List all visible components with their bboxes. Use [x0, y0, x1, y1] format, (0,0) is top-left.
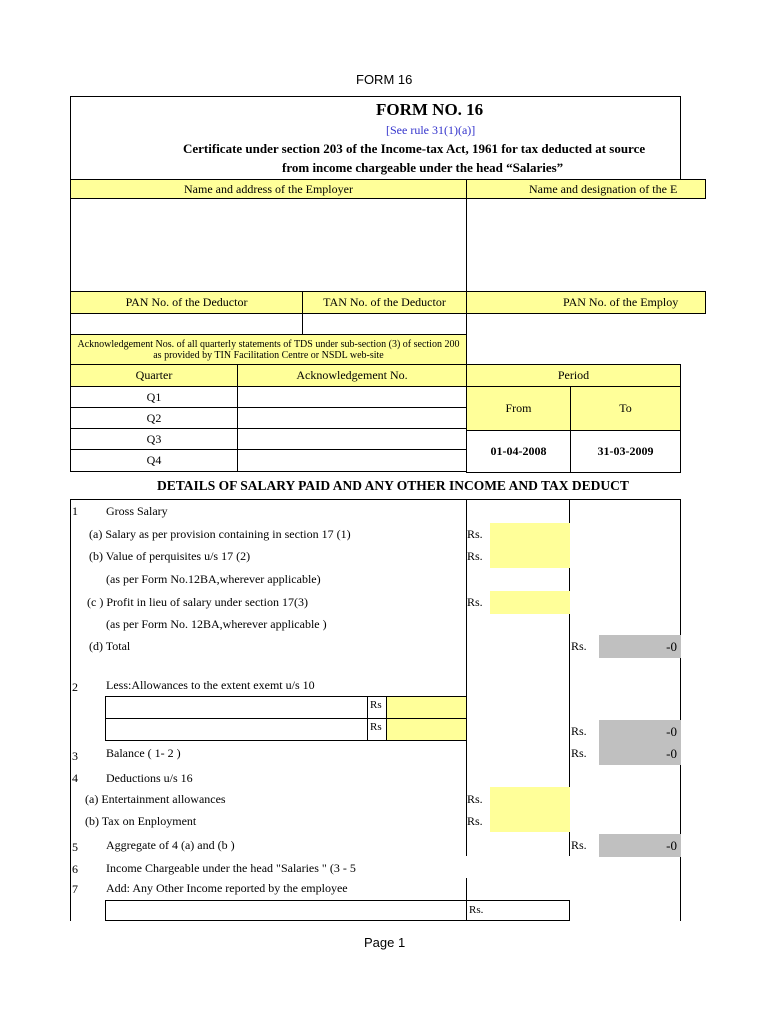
employee-divider: [466, 198, 467, 292]
rs-label: Rs: [370, 721, 382, 733]
perquisites-note: (as per Form No.12BA,wherever applicable): [106, 572, 321, 586]
other-income-label: Add: Any Other Income reported by the employee: [106, 881, 348, 895]
entertainment-label: (a) Entertainment allowances: [85, 792, 226, 806]
other-income-rs: [466, 900, 570, 921]
from-date: 01-04-2008: [490, 444, 547, 458]
allowance-1-field[interactable]: [105, 696, 368, 719]
page-footer: Page 1: [364, 935, 406, 950]
tax-employment-field[interactable]: [490, 809, 570, 832]
profit-lieu-field[interactable]: [490, 591, 570, 614]
quarter-q2: [70, 407, 238, 429]
form-rule: [See rule 31(1)(a)]: [386, 123, 476, 137]
salary-17-1-field[interactable]: [490, 523, 570, 546]
quarter-q1-label: Q1: [146, 389, 162, 404]
quarter-label: Quarter: [135, 368, 173, 382]
to-label: To: [619, 401, 632, 415]
allowances-amount: -0: [666, 723, 677, 739]
details-top-border: [70, 499, 680, 500]
deductions-label: Deductions u/s 16: [106, 771, 193, 785]
rs-label: Rs.: [467, 814, 483, 828]
tan-deductor-label: TAN No. of the Deductor: [323, 295, 446, 309]
row-4-number: 4: [72, 771, 78, 785]
rs-label: Rs.: [571, 746, 587, 760]
rs-label: Rs.: [467, 792, 483, 806]
employer-address-field[interactable]: [70, 198, 467, 292]
from-header: [466, 386, 571, 431]
pan-deductor-label: PAN No. of the Deductor: [125, 295, 248, 309]
details-right-border: [680, 499, 681, 921]
pan-deductor-field[interactable]: [70, 313, 303, 335]
ack-label: Acknowledgement Nos. of all quarterly statements of TDS under sub-section (3) of section 200 as provided by TIN Facilitation Centre or NSDL web-site: [77, 338, 460, 361]
to-date: 31-03-2009: [597, 444, 654, 458]
balance-amount: -0: [666, 745, 677, 761]
perquisites-field[interactable]: [490, 545, 570, 568]
allowance-2-amount-field[interactable]: [386, 718, 467, 741]
rs-label: Rs.: [467, 527, 483, 541]
aggregate-amount: -0: [666, 837, 677, 853]
row-6-number: 6: [72, 862, 78, 876]
rs-label: Rs.: [571, 639, 587, 653]
form-top-border: [70, 96, 680, 97]
allowance-2-field[interactable]: [105, 718, 368, 741]
pan-deductor-header: [70, 291, 303, 314]
quarter-q4: [70, 449, 238, 472]
from-label: From: [505, 401, 532, 415]
row-1-number: 1: [72, 504, 78, 518]
quarter-q3-label: Q3: [146, 431, 162, 446]
total-label: (d) Total: [89, 639, 131, 653]
ack-no-q1-field[interactable]: [237, 386, 467, 408]
profit-lieu-label: (c ) Profit in lieu of salary under section 17(3): [87, 595, 308, 609]
quarter-header: [70, 364, 238, 387]
pan-employee-label: PAN No. of the Employ: [563, 295, 679, 309]
rs-label: Rs.: [467, 549, 483, 563]
to-header: [570, 386, 681, 431]
allowance-2-rs: [367, 718, 387, 741]
aggregate-value: [599, 834, 681, 857]
tan-deductor-header: [302, 291, 467, 314]
employer-header: [70, 179, 467, 199]
row-3-number: 3: [72, 749, 78, 763]
form-number: FORM NO. 16: [376, 100, 484, 119]
gross-salary-label: Gross Salary: [106, 504, 168, 518]
allowance-1-amount-field[interactable]: [386, 696, 467, 719]
rs-label: Rs.: [571, 724, 587, 738]
ack-header: [70, 334, 467, 365]
employer-label: Name and address of the Employer: [184, 181, 353, 196]
salary-17-1-label: (a) Salary as per provision containing in section 17 (1): [89, 527, 351, 541]
rs-label: Rs.: [571, 838, 587, 852]
employee-header: [466, 179, 706, 199]
allowance-1-rs: [367, 696, 387, 719]
balance-label: Balance ( 1- 2 ): [106, 746, 181, 760]
tax-employment-label: (b) Tax on Enployment: [85, 814, 197, 828]
total-value: [599, 635, 681, 658]
quarter-q1: [70, 386, 238, 408]
quarter-q4-label: Q4: [146, 453, 162, 467]
quarter-q3: [70, 428, 238, 450]
rs-label: Rs.: [469, 904, 484, 916]
form-right-border: [680, 96, 681, 180]
tan-deductor-field[interactable]: [302, 313, 467, 335]
other-income-field[interactable]: [105, 900, 467, 921]
details-left-border: [70, 499, 71, 921]
rs-label: Rs.: [467, 595, 483, 609]
allowances-label: Less:Allowances to the extent exemt u/s 10: [106, 678, 315, 692]
details-title: DETAILS OF SALARY PAID AND ANY OTHER INCOME AND TAX DEDUCT: [157, 478, 629, 493]
ack-no-q3-field[interactable]: [237, 428, 467, 450]
balance-value: [599, 742, 681, 765]
rs-label: Rs: [370, 699, 382, 711]
aggregate-label: Aggregate of 4 (a) and (b ): [106, 838, 235, 852]
row-7-number: 7: [72, 882, 78, 896]
perquisites-label: (b) Value of perquisites u/s 17 (2): [89, 549, 251, 563]
ack-no-q2-field[interactable]: [237, 407, 467, 429]
entertainment-field[interactable]: [490, 787, 570, 810]
profit-lieu-note: (as per Form No. 12BA,wherever applicable ): [106, 617, 327, 631]
pan-employee-header: [466, 291, 706, 314]
cert-line-2: from income chargeable under the head “Salaries”: [282, 160, 564, 175]
period-label: Period: [557, 368, 590, 382]
allowances-total-value: [599, 720, 681, 743]
quarter-q2-label: Q2: [146, 410, 162, 425]
period-to-value: [570, 430, 681, 473]
period-from-value: [466, 430, 571, 473]
ack-no-label: Acknowledgement No.: [296, 368, 408, 382]
page-header-title: FORM 16: [356, 72, 413, 87]
row-5-number: 5: [72, 840, 78, 854]
income-chargeable-label: Income Chargeable under the head "Salaries " (3 - 5: [106, 861, 356, 875]
cert-line-1: Certificate under section 203 of the Income-tax Act, 1961 for tax deducted at source: [183, 141, 646, 156]
employee-label: Name and designation of the E: [529, 182, 678, 196]
details-col-rs1-lower: [466, 878, 467, 900]
total-amount: -0: [666, 638, 677, 654]
ack-no-q4-field[interactable]: [237, 449, 467, 472]
row-2-number: 2: [72, 680, 78, 694]
period-header: [466, 364, 681, 387]
ack-no-header: [237, 364, 467, 387]
